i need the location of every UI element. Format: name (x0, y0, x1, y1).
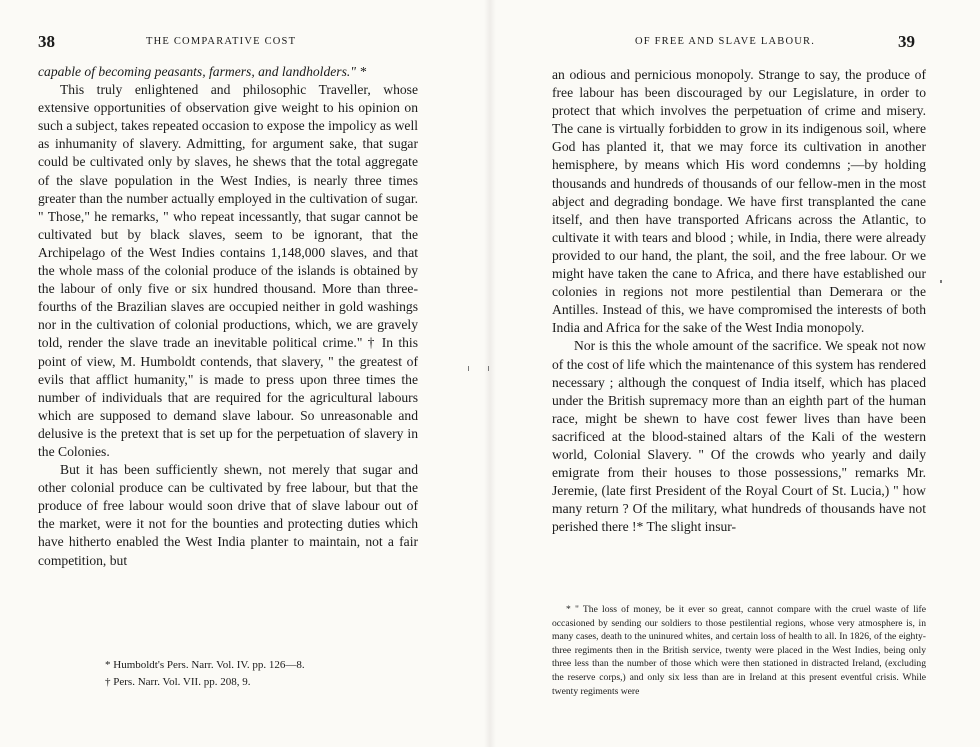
right-page (490, 0, 980, 747)
print-speck (468, 366, 469, 371)
right-footnote-text: * " The loss of money, be it ever so great, cannot compare with the cruel waste of life occasioned by sending our soldiers to those pestilential regions, whose very atmosphere is, in many cases, death to the uninured whites, and certain loss of health to all. In 1826, of the eighty-three regiments then in the British service, twenty were placed in the West Indies, being only three less than the number of those which were then stationed in distracted Ireland, (excluding the reserve corps,) and only six less than are in Ireland at this present eventful crisis. While twenty regiments were (552, 604, 926, 697)
left-running-head: THE COMPARATIVE COST (146, 36, 297, 47)
left-footnote-1: * Humboldt's Pers. Narr. Vol. IV. pp. 126—8. (105, 659, 305, 671)
right-paragraph-2: Nor is this the whole amount of the sacrifice. We speak not now of the cost of life which the maintenance of this system has rendered necessary ; although the conquest of India itself, which has placed under the British supremacy more than an eighth part of the human race, might be shewn to have cost fewer lives than have been sacrificed at the blood-stained altars of the Kali of the western world, Colonial Slavery. " Of the crowds who yearly and daily emigrate from their houses to those possessions," remarks Mr. Jeremie, (late first President of the Royal Court of St. Lucia,) " how many return ? Of the military, what hundreds of thousands have not perished there !* The slight insur- (552, 338, 926, 535)
right-page-number: 39 (898, 32, 915, 51)
left-footnote-2: † Pers. Narr. Vol. VII. pp. 208, 9. (105, 676, 251, 688)
print-speck (488, 366, 489, 371)
left-page-number: 38 (38, 32, 55, 51)
left-body-text (38, 63, 418, 570)
left-paragraph-3: But it has been sufficiently shewn, not merely that sugar and other colonial produce can be cultivated by free labour, but that the produce of free labour would soon drive that of slave labour out of the market, were it not for the bounties and protecting duties which have hitherto enabled the West India planter to maintain, not a fair competition, but (38, 462, 418, 568)
left-footnotes (105, 657, 425, 691)
right-footnote (552, 603, 926, 698)
left-paragraph-2: This truly enlightened and philosophic Traveller, whose extensive opportunities of observation give weight to his opinion on such a subject, takes repeated occasion to expose the impolicy as well as inhumanity of slavery. Admitting, for argument sake, that sugar could be cultivated only by slaves, he shews that the total aggregate of the slave population in the West Indies, is nearly three times greater than the number actually employed in the cultivation of sugar. " Those," he remarks, " who repeat incessantly, that sugar cannot be cultivated but by black slaves, seem to be ignorant, that the Archipelago of the West Indies contains 1,148,000 slaves, and that the whole mass of the colonial produce of the islands is obtained by the labour of only five or six hundred thousand. More than three-fourths of the Brazilian slaves are occupied neither in gold washings nor in the cultivation of colonial productions, which, we are gravely told, render the slave trade an inevitable political crime." † In this point of view, M. Humboldt contends, that slavery, " the greatest of evils that afflict humanity," is made to press upon three times the number of individuals that are required for the agricultural labours which are supposed to demand slave labour. So unreasonable and delusive is the pretext that is set up for the perpetuation of slavery in the Colonies. (38, 82, 418, 459)
right-body-text (552, 66, 926, 536)
print-speck (940, 280, 942, 283)
left-paragraph-1: capable of becoming peasants, farmers, and landholders." * (38, 64, 367, 79)
right-paragraph-1: an odious and pernicious monopoly. Strange to say, the produce of free labour has been discouraged by our Legislature, in order to protect that which involves the perpetuation of crime and misery. The cane is virtually forbidden to grow in its indigenous soil, where God has planted it, that we may force its cultivation in another hemisphere, by means which His word condemns ;—by holding thousands and hundreds of thousands of our fellow-men in the most abject and degrading bondage. We have first transplanted the cane itself, and then have transported Africans across the Atlantic, to cultivate it with tears and blood ; while, in India, there were already provided to our hand, the plant, the soil, and the free labour. Or we might have taken the cane to Africa, and there have established our colonies in regions not more pestilential than Demerara or the Antilles. Instead of this, we have compromised the interests of both India and Africa for the sake of the West India monopoly. (552, 67, 926, 336)
right-running-head: OF FREE AND SLAVE LABOUR. (635, 36, 816, 47)
